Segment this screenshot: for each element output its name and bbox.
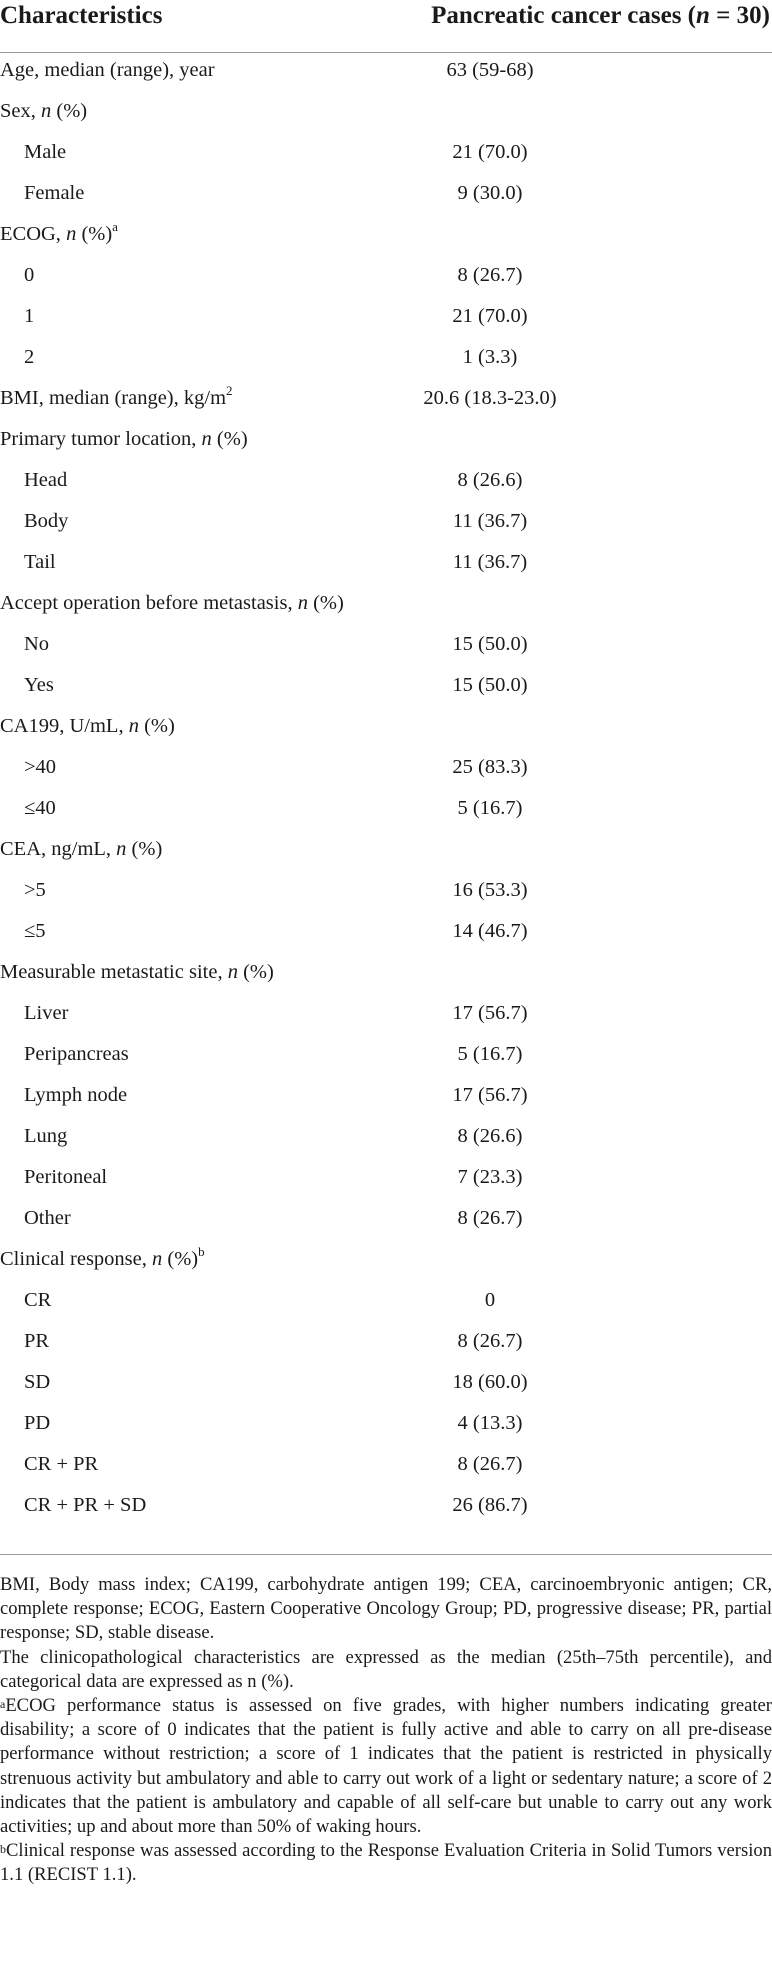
table-row — [0, 346, 772, 387]
row-sublabel: 1 — [24, 305, 35, 327]
row-value: 5 (16.7) — [457, 1043, 523, 1065]
row-value: 15 (50.0) — [452, 633, 528, 655]
table-row — [0, 1125, 772, 1166]
row-value: 8 (26.7) — [457, 264, 523, 286]
table-row — [0, 383, 772, 428]
row-category-label: Clinical response, n (%)$^b$ — [0, 1244, 205, 1270]
row-value: 63 (59-68) — [446, 59, 534, 81]
table-row — [0, 510, 772, 551]
table-row — [0, 141, 772, 182]
characteristics-note: The clinicopathological characteristics are expressed as the median (25th–75th percentile), and categorical data are expressed as n (%). — [0, 1646, 772, 1692]
footnote-a: $^a$ECOG performance status is assessed on five grades, with higher numbers indicating greater disability; a score of 0 indicates that the patient is fully active and able to carry on all pre-disease performance without restriction; a score of 1 indicates that the patient is restricted in physically strenuous activity but ambulatory and able to carry out work of a light or sedentary nature; a score of 2 indicates that the patient is ambulatory and capable of all self-care but unable to carry out any work activities; up and about more than 50% of waking hours. — [0, 1695, 772, 1838]
row-sublabel: Liver — [24, 1002, 69, 1024]
table-row — [0, 879, 772, 920]
row-sublabel: >40 — [24, 756, 57, 778]
row-category-label: ECOG, n (%)$^a$ — [0, 219, 118, 245]
table-row — [0, 961, 772, 1002]
row-value: 8 (26.7) — [457, 1207, 523, 1229]
row-sublabel: >5 — [24, 879, 46, 901]
table-row — [0, 1166, 772, 1207]
row-category-label: CA199, U/mL, n (%) — [0, 715, 175, 737]
row-sublabel: Peritoneal — [24, 1166, 108, 1188]
row-value: 17 (56.7) — [452, 1084, 528, 1106]
row-value: 4 (13.3) — [457, 1412, 523, 1434]
table-row — [0, 305, 772, 346]
table-row — [0, 182, 772, 223]
abbreviations-note: BMI, Body mass index; CA199, carbohydrate antigen 199; CEA, carcinoembryonic antigen; CR, complete response; ECOG, Eastern Cooperative Oncology Group; PD, progressive disease; PR, partial response; SD, stable disease. — [0, 1574, 772, 1644]
table-row — [0, 1453, 772, 1494]
row-category-label: BMI, median (range), $kg/m^2$ — [0, 383, 233, 409]
row-sublabel: PD — [24, 1412, 51, 1434]
row-sublabel: CR + PR — [24, 1453, 99, 1475]
row-value: 18 (60.0) — [452, 1371, 528, 1393]
row-value: 16 (53.3) — [452, 879, 528, 901]
table-row — [0, 428, 772, 469]
table-row — [0, 551, 772, 592]
table-row — [0, 1084, 772, 1125]
row-sublabel: Lung — [24, 1125, 68, 1147]
table-row — [0, 100, 772, 141]
table-row — [0, 1207, 772, 1248]
header-rule — [0, 52, 772, 53]
table-row — [0, 633, 772, 674]
row-category-label: Age, median (range), year — [0, 59, 215, 81]
row-sublabel: Tail — [24, 551, 56, 573]
row-sublabel: Body — [24, 510, 69, 532]
table-row — [0, 1330, 772, 1371]
row-value: 7 (23.3) — [457, 1166, 523, 1188]
table-row — [0, 1494, 772, 1535]
table-row — [0, 469, 772, 510]
row-sublabel: 0 — [24, 264, 35, 286]
row-sublabel: Lymph node — [24, 1084, 128, 1106]
table-row — [0, 715, 772, 756]
row-sublabel: PR — [24, 1330, 50, 1352]
table-row — [0, 838, 772, 879]
table-row — [0, 219, 772, 264]
row-sublabel: 2 — [24, 346, 35, 368]
table-row — [0, 756, 772, 797]
row-sublabel: ≤5 — [24, 920, 46, 942]
table-row — [0, 264, 772, 305]
row-sublabel: ≤40 — [24, 797, 56, 819]
row-value: 21 (70.0) — [452, 305, 528, 327]
column-header-cases: Pancreatic cancer cases (n = 30) — [431, 2, 770, 29]
table-row — [0, 59, 772, 100]
row-value: 0 — [484, 1289, 496, 1311]
table-bottom-rule — [0, 1554, 772, 1555]
footnote-b: $^b$Clinical response was assessed according to the Response Evaluation Criteria in Solid Tumors version 1.1 (RECIST 1.1). — [0, 1840, 772, 1886]
table-footnotes — [0, 1573, 772, 1888]
table-row — [0, 1371, 772, 1412]
row-sublabel: Yes — [24, 674, 54, 696]
row-value: 21 (70.0) — [452, 141, 528, 163]
row-category-label: CEA, ng/mL, n (%) — [0, 838, 163, 860]
table-row — [0, 797, 772, 838]
table-row — [0, 1412, 772, 1453]
row-sublabel: CR + PR + SD — [24, 1494, 147, 1516]
row-category-label: Primary tumor location, n (%) — [0, 428, 248, 450]
row-sublabel: Peripancreas — [24, 1043, 129, 1065]
row-value: 14 (46.7) — [452, 920, 528, 942]
table-row — [0, 592, 772, 633]
row-value: 5 (16.7) — [457, 797, 523, 819]
row-sublabel: SD — [24, 1371, 51, 1393]
row-sublabel: Other — [24, 1207, 71, 1229]
row-value: 11 (36.7) — [452, 551, 528, 573]
row-value: 8 (26.7) — [457, 1453, 523, 1475]
table-row — [0, 920, 772, 961]
row-sublabel: Head — [24, 469, 68, 491]
table-row — [0, 674, 772, 715]
table-row — [0, 1043, 772, 1084]
row-value: 8 (26.6) — [457, 1125, 523, 1147]
row-value: 1 (3.3) — [462, 346, 518, 368]
row-value: 11 (36.7) — [452, 510, 528, 532]
row-value: 26 (86.7) — [452, 1494, 528, 1516]
row-value: 20.6 (18.3-23.0) — [423, 387, 557, 409]
row-sublabel: No — [24, 633, 50, 655]
row-value: 8 (26.6) — [457, 469, 523, 491]
row-category-label: Sex, n (%) — [0, 100, 88, 122]
row-value: 15 (50.0) — [452, 674, 528, 696]
table-header — [0, 0, 772, 54]
row-category-label: Measurable metastatic site, n (%) — [0, 961, 274, 983]
row-value: 25 (83.3) — [452, 756, 528, 778]
column-header-characteristics: Characteristics — [0, 2, 163, 29]
row-value: 8 (26.7) — [457, 1330, 523, 1352]
row-sublabel: Male — [24, 141, 67, 163]
row-value: 9 (30.0) — [457, 182, 523, 204]
row-value: 17 (56.7) — [452, 1002, 528, 1024]
table-row — [0, 1002, 772, 1043]
row-sublabel: Female — [24, 182, 85, 204]
table-row — [0, 1289, 772, 1330]
row-sublabel: CR — [24, 1289, 52, 1311]
table-row — [0, 1244, 772, 1289]
row-category-label: Accept operation before metastasis, n (%) — [0, 592, 344, 614]
